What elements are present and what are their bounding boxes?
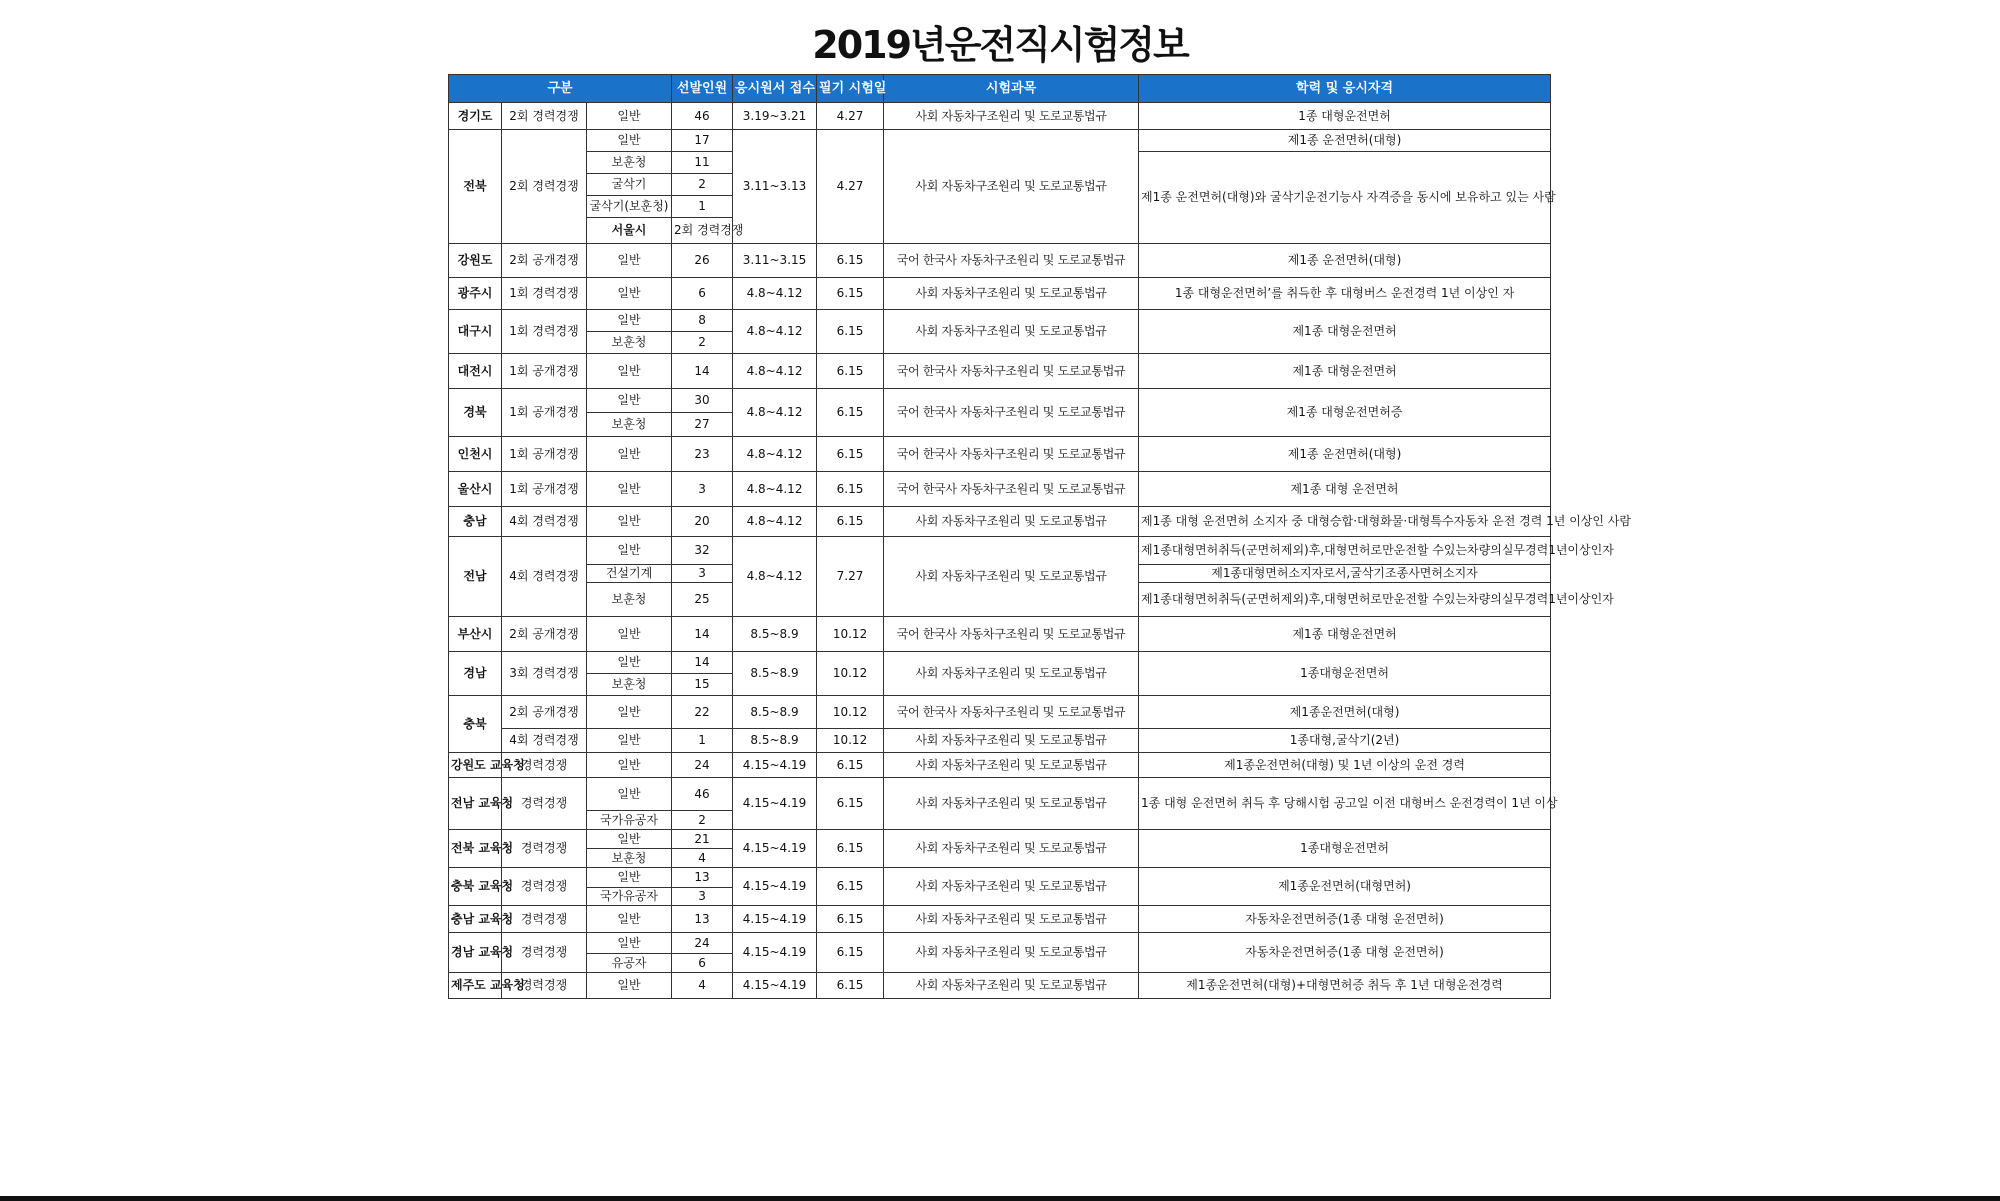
cell-region: 부산시 — [449, 617, 502, 652]
cell-type: 보훈청 — [587, 413, 672, 437]
cell-competition: 2회 공개경쟁 — [502, 617, 587, 652]
cell-type: 일반 — [587, 696, 672, 729]
cell-competition: 2회 공개경쟁 — [502, 696, 587, 729]
cell-region: 전남 교육청 — [449, 778, 502, 830]
cell-date: 6.15 — [817, 437, 884, 472]
cell-competition: 1회 공개경쟁 — [502, 472, 587, 507]
cell-type: 일반 — [587, 753, 672, 778]
cell-type: 일반 — [587, 278, 672, 310]
cell-period: 4.15~4.19 — [733, 830, 817, 868]
cell-quota: 21 — [672, 830, 733, 849]
cell-region: 경남 교육청 — [449, 933, 502, 973]
table-row — [449, 244, 1551, 278]
cell-competition: 2회 경력경쟁 — [502, 130, 587, 244]
cell-qual: 제1종운전면허(대형면허) — [1139, 868, 1551, 906]
cell-qual: 제1종 대형운전면허증 — [1139, 389, 1551, 437]
cell-type: 일반 — [587, 507, 672, 537]
cell-type: 보훈청 — [587, 332, 672, 354]
cell-type: 일반 — [587, 973, 672, 999]
cell-region: 충남 — [449, 507, 502, 537]
cell-competition: 1회 공개경쟁 — [502, 437, 587, 472]
cell-qual: 제1종 운전면허(대형) — [1139, 244, 1551, 278]
cell-region: 경남 — [449, 652, 502, 696]
cell-date: 4.27 — [817, 103, 884, 130]
cell-qual: 1종대형운전면허 — [1139, 830, 1551, 868]
cell-qual: 1종 대형운전면허 — [1139, 103, 1551, 130]
cell-period: 4.8~4.12 — [733, 310, 817, 354]
cell-qual: 제1종 운전면허(대형) — [1139, 437, 1551, 472]
cell-qual: 제1종대형면허취득(군면허제외)후,대형면허로만운전할 수있는차량의실무경력1년이상인자 — [1139, 537, 1551, 565]
cell-subject: 국어 한국사 자동차구조원리 및 도로교통법규 — [884, 617, 1139, 652]
cell-subject: 사회 자동차구조원리 및 도로교통법규 — [884, 652, 1139, 696]
cell-period: 8.5~8.9 — [733, 617, 817, 652]
cell-quota: 3 — [672, 888, 733, 906]
cell-period: 4.8~4.12 — [733, 472, 817, 507]
cell-region: 인천시 — [449, 437, 502, 472]
cell-type: 일반 — [587, 830, 672, 849]
cell-date: 4.27 — [817, 130, 884, 244]
cell-type: 일반 — [587, 354, 672, 389]
table-row — [449, 652, 1551, 674]
cell-period: 4.8~4.12 — [733, 507, 817, 537]
cell-type: 보훈청 — [587, 583, 672, 617]
cell-region: 대전시 — [449, 354, 502, 389]
cell-region: 충북 교육청 — [449, 868, 502, 906]
cell-date: 10.12 — [817, 652, 884, 696]
cell-subject: 사회 자동차구조원리 및 도로교통법규 — [884, 906, 1139, 933]
cell-competition: 4회 경력경쟁 — [502, 537, 587, 617]
cell-date: 6.15 — [817, 310, 884, 354]
cell-qual: 제1종 대형운전면허 — [1139, 354, 1551, 389]
cell-type: 일반 — [587, 244, 672, 278]
table-row — [449, 830, 1551, 849]
cell-qual: 제1종대형면허소지자로서,굴삭기조종사면허소지자 — [1139, 565, 1551, 583]
cell-competition: 경력경쟁 — [502, 830, 587, 868]
cell-type: 일반 — [587, 729, 672, 753]
cell-subject: 국어 한국사 자동차구조원리 및 도로교통법규 — [884, 354, 1139, 389]
header-application: 응시원서 접수 — [733, 75, 817, 103]
cell-period: 4.15~4.19 — [733, 933, 817, 973]
table-row — [449, 507, 1551, 537]
cell-period: 4.15~4.19 — [733, 778, 817, 830]
table-row — [449, 868, 1551, 888]
cell-subject: 국어 한국사 자동차구조원리 및 도로교통법규 — [884, 437, 1139, 472]
table-row — [449, 778, 1551, 811]
table-row — [449, 753, 1551, 778]
cell-quota: 3 — [672, 565, 733, 583]
cell-qual: 1종 대형 운전면허 취득 후 당해시험 공고일 이전 대형버스 운전경력이 1년 이상 — [1139, 778, 1551, 830]
cell-competition: 2회 공개경쟁 — [502, 244, 587, 278]
cell-region: 충남 교육청 — [449, 906, 502, 933]
cell-subject: 사회 자동차구조원리 및 도로교통법규 — [884, 130, 1139, 244]
cell-quota: 2 — [672, 332, 733, 354]
cell-qual: 제1종 대형 운전면허 — [1139, 472, 1551, 507]
cell-quota: 1 — [672, 196, 733, 218]
cell-date: 6.15 — [817, 389, 884, 437]
cell-qual: 제1종운전면허(대형) — [1139, 696, 1551, 729]
cell-qual: 제1종운전면허(대형)+대형면허증 취득 후 1년 대형운전경력 — [1139, 973, 1551, 999]
cell-type: 일반 — [587, 652, 672, 674]
header-exam-date: 필기 시험일 — [817, 75, 884, 103]
table-row — [449, 389, 1551, 413]
table-row — [449, 906, 1551, 933]
cell-region: 전북 교육청 — [449, 830, 502, 868]
cell-type: 일반 — [587, 906, 672, 933]
cell-type: 보훈청 — [587, 152, 672, 174]
table-row — [449, 933, 1551, 954]
cell-region: 서울시 — [587, 218, 672, 244]
cell-qual: 제1종 대형운전면허 — [1139, 617, 1551, 652]
cell-quota: 13 — [672, 906, 733, 933]
cell-quota: 4 — [672, 973, 733, 999]
cell-region: 경북 — [449, 389, 502, 437]
cell-period: 4.8~4.12 — [733, 354, 817, 389]
cell-date: 6.15 — [817, 507, 884, 537]
header-category: 구분 — [449, 75, 672, 103]
cell-region: 경기도 — [449, 103, 502, 130]
cell-period: 3.19~3.21 — [733, 103, 817, 130]
cell-type: 일반 — [587, 310, 672, 332]
cell-competition: 1회 경력경쟁 — [502, 310, 587, 354]
cell-quota: 25 — [672, 583, 733, 617]
table-row — [449, 537, 1551, 565]
cell-subject: 사회 자동차구조원리 및 도로교통법규 — [884, 310, 1139, 354]
table-row — [449, 472, 1551, 507]
cell-period: 4.15~4.19 — [733, 868, 817, 906]
cell-type: 일반 — [587, 389, 672, 413]
cell-competition: 4회 경력경쟁 — [502, 729, 587, 753]
cell-date: 6.15 — [817, 753, 884, 778]
cell-region: 강원도 교육청 — [449, 753, 502, 778]
cell-competition: 2회 경력경쟁 — [502, 103, 587, 130]
cell-period: 3.11~3.13 — [733, 130, 817, 244]
table-row — [449, 617, 1551, 652]
cell-period: 8.5~8.9 — [733, 652, 817, 696]
cell-subject: 사회 자동차구조원리 및 도로교통법규 — [884, 933, 1139, 973]
cell-competition: 경력경쟁 — [502, 973, 587, 999]
cell-quota: 4 — [672, 849, 733, 868]
table-row — [449, 103, 1551, 130]
cell-competition: 1회 공개경쟁 — [502, 389, 587, 437]
cell-quota: 3 — [672, 472, 733, 507]
cell-qual: 제1종대형면허취득(군면허제외)후,대형면허로만운전할 수있는차량의실무경력1년이상인자 — [1139, 583, 1551, 617]
cell-quota: 22 — [672, 696, 733, 729]
cell-qual: 1종대형,굴삭기(2년) — [1139, 729, 1551, 753]
cell-region: 전남 — [449, 537, 502, 617]
cell-competition: 2회 경력경쟁 — [672, 218, 733, 244]
cell-quota: 20 — [672, 507, 733, 537]
cell-quota: 2 — [672, 174, 733, 196]
cell-subject: 국어 한국사 자동차구조원리 및 도로교통법규 — [884, 472, 1139, 507]
cell-type: 일반 — [587, 130, 672, 152]
cell-type: 일반 — [587, 778, 672, 811]
cell-subject: 국어 한국사 자동차구조원리 및 도로교통법규 — [884, 244, 1139, 278]
cell-quota: 27 — [672, 413, 733, 437]
cell-quota: 14 — [672, 354, 733, 389]
cell-subject: 사회 자동차구조원리 및 도로교통법규 — [884, 830, 1139, 868]
cell-type: 보훈청 — [587, 849, 672, 868]
exam-info-table — [448, 74, 1631, 999]
cell-competition: 1회 공개경쟁 — [502, 354, 587, 389]
cell-period: 4.8~4.12 — [733, 278, 817, 310]
table-row — [449, 696, 1551, 729]
cell-subject: 사회 자동차구조원리 및 도로교통법규 — [884, 507, 1139, 537]
table-row — [449, 437, 1551, 472]
cell-type: 유공자 — [587, 954, 672, 973]
cell-competition: 경력경쟁 — [502, 933, 587, 973]
cell-quota: 14 — [672, 617, 733, 652]
cell-region: 전북 — [449, 130, 502, 244]
cell-quota: 8 — [672, 310, 733, 332]
cell-date: 6.15 — [817, 830, 884, 868]
cell-period: 8.5~8.9 — [733, 696, 817, 729]
cell-qual: 1종 대형운전면허’를 취득한 후 대형버스 운전경력 1년 이상인 자 — [1139, 278, 1551, 310]
header-qualification: 학력 및 응시자격 — [1139, 75, 1551, 103]
cell-quota: 1 — [672, 729, 733, 753]
cell-date: 6.15 — [817, 933, 884, 973]
cell-region: 강원도 — [449, 244, 502, 278]
cell-quota: 14 — [672, 652, 733, 674]
cell-quota: 15 — [672, 674, 733, 696]
cell-quota: 23 — [672, 437, 733, 472]
table-header-row — [449, 75, 1551, 103]
cell-competition: 1회 경력경쟁 — [502, 278, 587, 310]
cell-period: 4.8~4.12 — [733, 437, 817, 472]
cell-type: 국가유공자 — [587, 888, 672, 906]
header-subjects: 시험과목 — [884, 75, 1139, 103]
cell-region: 제주도 교육청 — [449, 973, 502, 999]
cell-qual: 제1종 대형운전면허 — [1139, 310, 1551, 354]
cell-subject: 사회 자동차구조원리 및 도로교통법규 — [884, 537, 1139, 617]
cell-competition: 경력경쟁 — [502, 868, 587, 906]
cell-date: 6.15 — [817, 244, 884, 278]
cell-type: 일반 — [587, 617, 672, 652]
cell-qual: 자동차운전면허증(1종 대형 운전면허) — [1139, 906, 1551, 933]
cell-competition: 경력경쟁 — [502, 778, 587, 830]
cell-qual: 제1종 운전면허(대형)와 굴삭기운전기능사 자격증을 동시에 보유하고 있는 사람 — [1139, 152, 1551, 244]
cell-region: 울산시 — [449, 472, 502, 507]
cell-competition: 경력경쟁 — [502, 906, 587, 933]
cell-qual: 1종대형운전면허 — [1139, 652, 1551, 696]
cell-quota: 46 — [672, 778, 733, 811]
footer-bar — [0, 1196, 2000, 1201]
cell-type: 굴삭기(보훈청) — [587, 196, 672, 218]
table-row — [449, 973, 1551, 999]
cell-quota: 46 — [672, 103, 733, 130]
cell-date: 10.12 — [817, 696, 884, 729]
cell-quota: 6 — [672, 954, 733, 973]
cell-subject: 국어 한국사 자동차구조원리 및 도로교통법규 — [884, 389, 1139, 437]
cell-quota: 24 — [672, 753, 733, 778]
cell-date: 6.15 — [817, 472, 884, 507]
cell-type: 일반 — [587, 868, 672, 888]
cell-type: 일반 — [587, 437, 672, 472]
cell-subject: 사회 자동차구조원리 및 도로교통법규 — [884, 753, 1139, 778]
cell-type: 국가유공자 — [587, 811, 672, 830]
cell-period: 3.11~3.15 — [733, 244, 817, 278]
cell-quota: 26 — [672, 244, 733, 278]
table-row — [449, 354, 1551, 389]
table-row — [449, 130, 1551, 152]
cell-quota: 24 — [672, 933, 733, 954]
cell-subject: 사회 자동차구조원리 및 도로교통법규 — [884, 868, 1139, 906]
page-title: 2019년운전직시험정보 — [812, 23, 1188, 67]
cell-type: 보훈청 — [587, 674, 672, 696]
cell-date: 6.15 — [817, 868, 884, 906]
cell-date: 6.15 — [817, 278, 884, 310]
cell-type: 일반 — [587, 933, 672, 954]
cell-region: 충북 — [449, 696, 502, 753]
cell-quota: 30 — [672, 389, 733, 413]
cell-date: 6.15 — [817, 778, 884, 830]
cell-quota: 11 — [672, 152, 733, 174]
cell-type: 일반 — [587, 472, 672, 507]
cell-competition: 3회 경력경쟁 — [502, 652, 587, 696]
cell-subject: 사회 자동차구조원리 및 도로교통법규 — [884, 973, 1139, 999]
cell-quota: 13 — [672, 868, 733, 888]
cell-period: 4.15~4.19 — [733, 973, 817, 999]
cell-date: 7.27 — [817, 537, 884, 617]
cell-quota: 17 — [672, 130, 733, 152]
cell-qual: 자동차운전면허증(1종 대형 운전면허) — [1139, 933, 1551, 973]
table-row — [449, 729, 1551, 753]
cell-date: 6.15 — [817, 354, 884, 389]
cell-subject: 국어 한국사 자동차구조원리 및 도로교통법규 — [884, 696, 1139, 729]
cell-period: 4.8~4.12 — [733, 389, 817, 437]
cell-subject: 사회 자동차구조원리 및 도로교통법규 — [884, 103, 1139, 130]
cell-type: 일반 — [587, 537, 672, 565]
cell-type: 굴삭기 — [587, 174, 672, 196]
cell-quota: 2 — [672, 811, 733, 830]
cell-period: 4.15~4.19 — [733, 906, 817, 933]
table-row — [449, 310, 1551, 332]
cell-subject: 사회 자동차구조원리 및 도로교통법규 — [884, 729, 1139, 753]
cell-quota: 32 — [672, 537, 733, 565]
cell-qual: 제1종 대형 운전면허 소지자 중 대형승합·대형화물·대형특수자동차 운전 경력 1년 이상인 사람 — [1139, 507, 1551, 537]
cell-competition: 4회 경력경쟁 — [502, 507, 587, 537]
cell-date: 10.12 — [817, 729, 884, 753]
cell-period: 8.5~8.9 — [733, 729, 817, 753]
table-row — [449, 278, 1551, 310]
cell-subject: 사회 자동차구조원리 및 도로교통법규 — [884, 778, 1139, 830]
cell-region: 대구시 — [449, 310, 502, 354]
cell-date: 6.15 — [817, 906, 884, 933]
cell-region: 광주시 — [449, 278, 502, 310]
cell-qual: 제1종 운전면허(대형) — [1139, 130, 1551, 152]
header-quota: 선발인원 — [672, 75, 733, 103]
cell-subject: 사회 자동차구조원리 및 도로교통법규 — [884, 278, 1139, 310]
cell-qual: 제1종운전면허(대형) 및 1년 이상의 운전 경력 — [1139, 753, 1551, 778]
cell-quota: 6 — [672, 278, 733, 310]
cell-date: 10.12 — [817, 617, 884, 652]
cell-type: 일반 — [587, 103, 672, 130]
cell-period: 4.8~4.12 — [733, 537, 817, 617]
cell-period: 4.15~4.19 — [733, 753, 817, 778]
cell-date: 6.15 — [817, 973, 884, 999]
cell-type: 건설기계 — [587, 565, 672, 583]
cell-competition: 경력경쟁 — [502, 753, 587, 778]
